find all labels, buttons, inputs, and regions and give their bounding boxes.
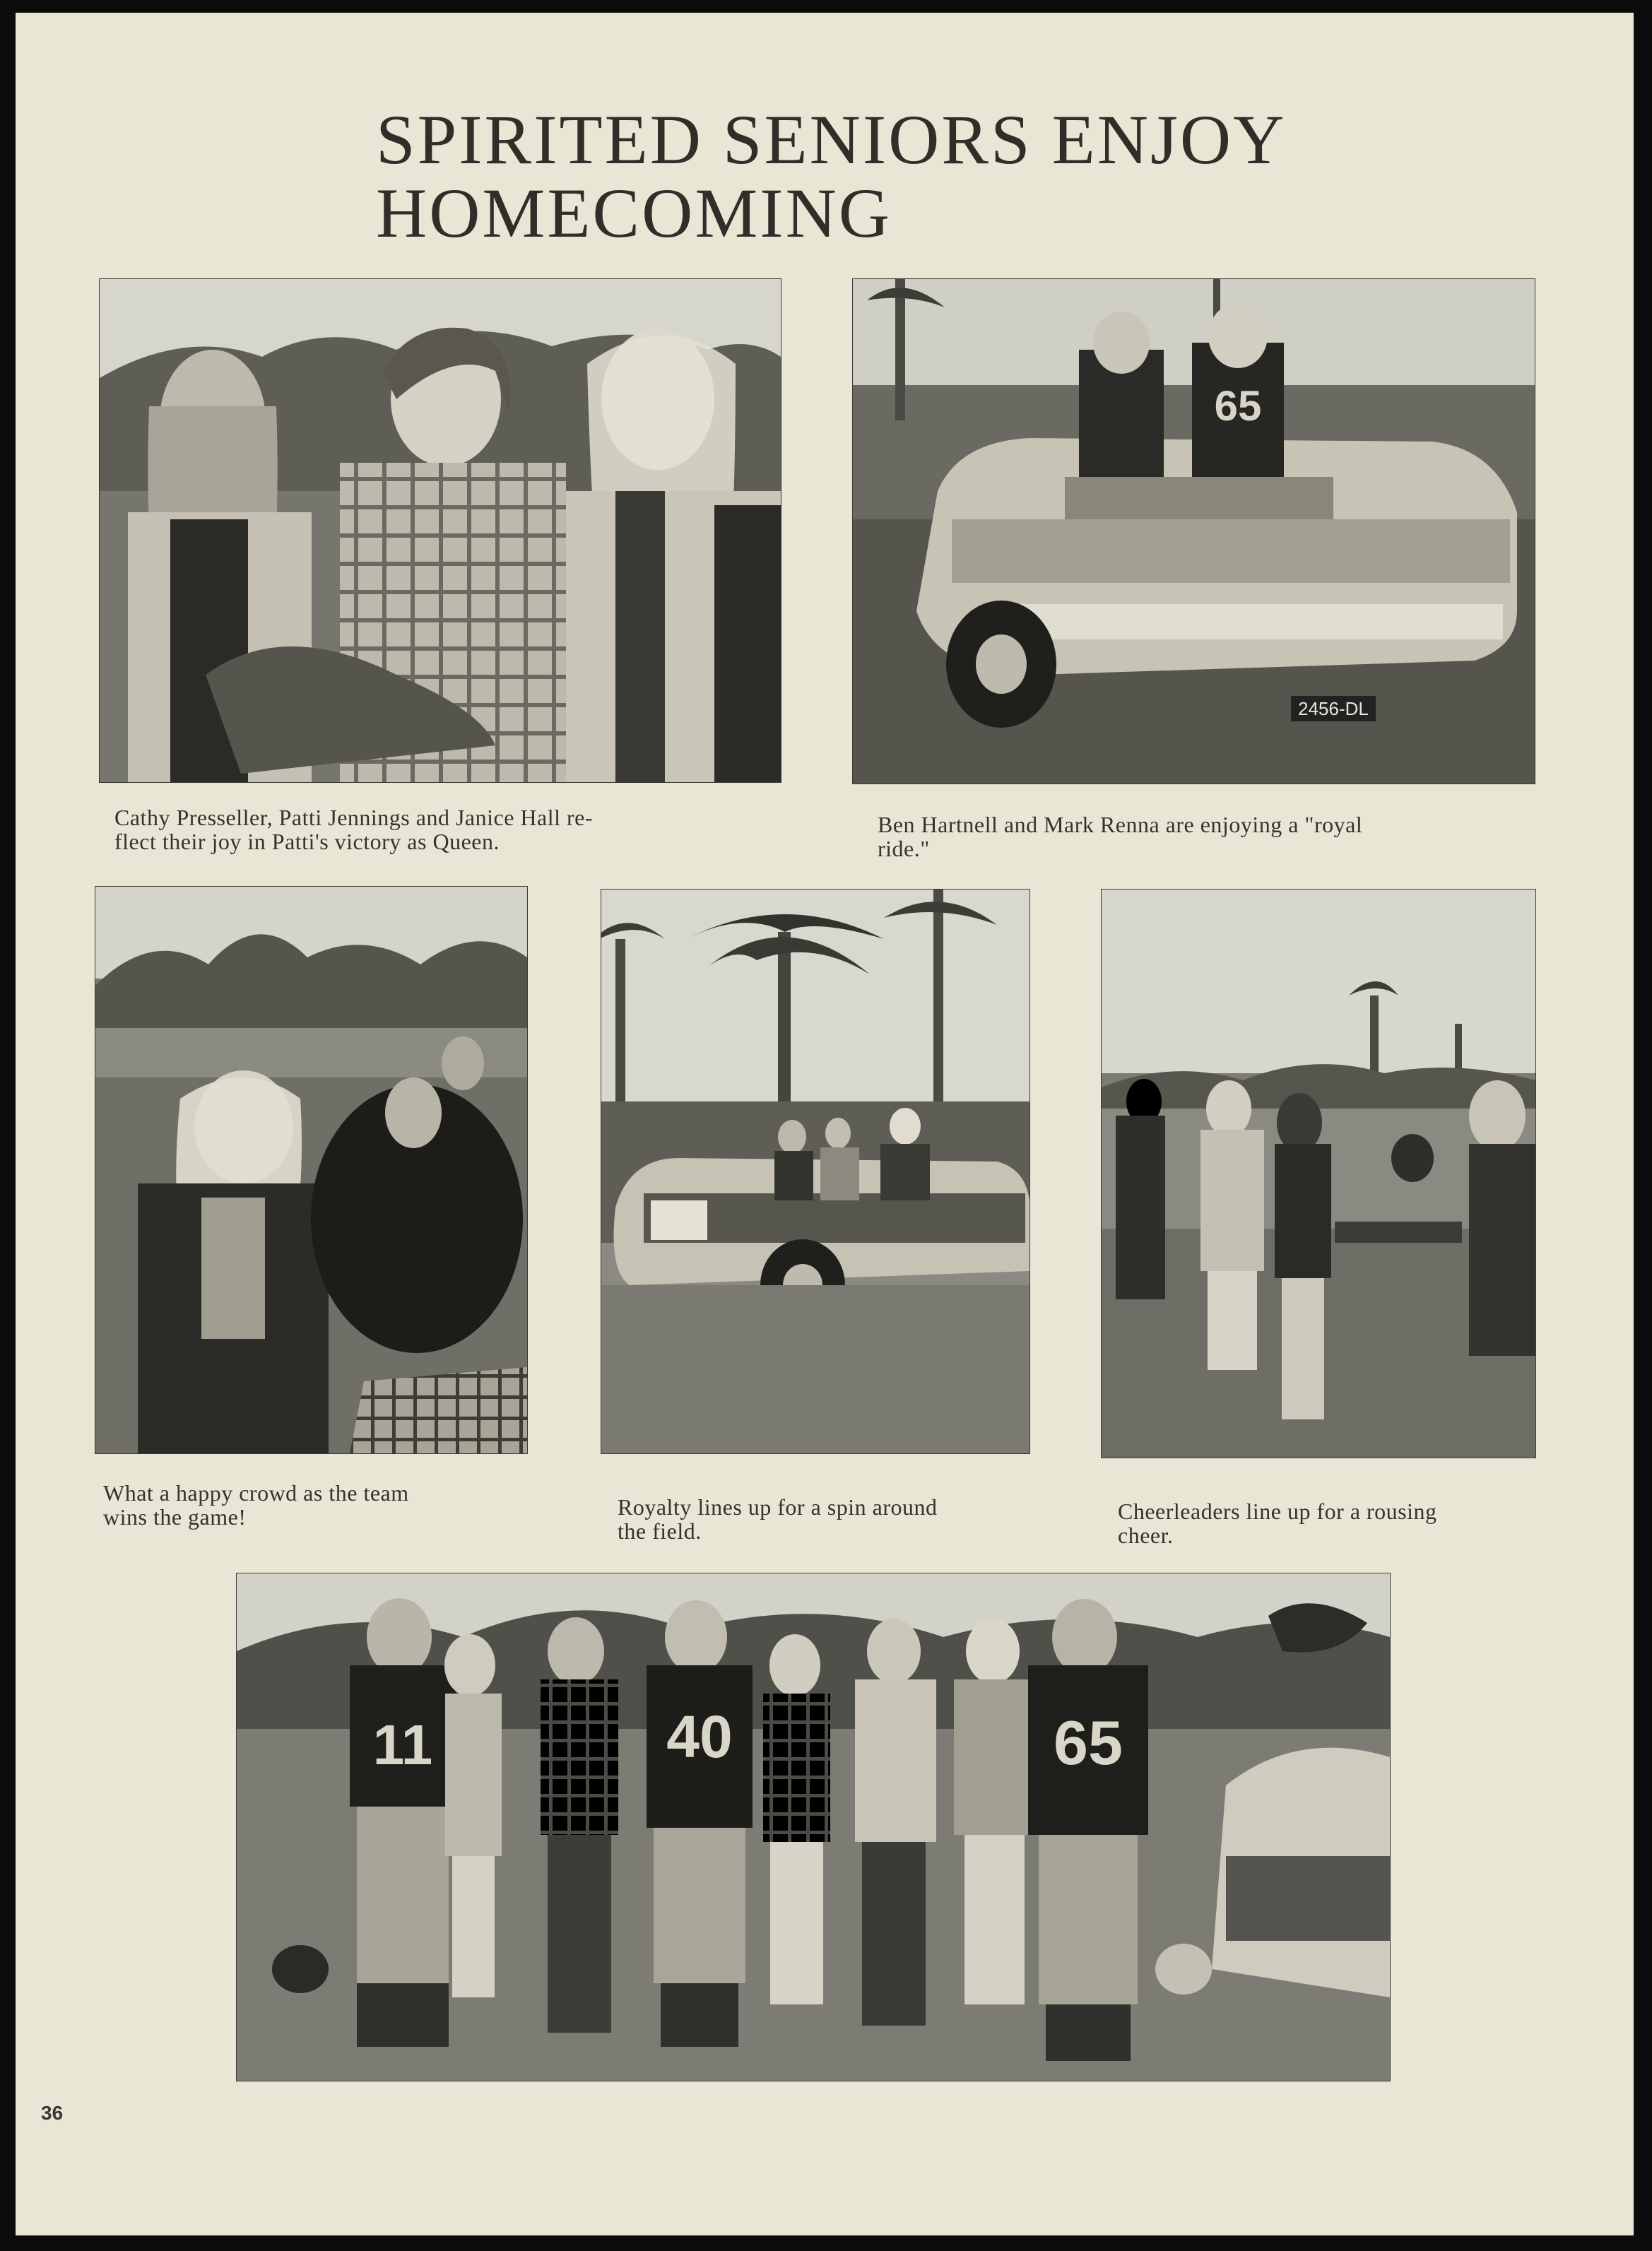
caption-queen-court-line-1: Cathy Presseller, Patti Jennings and Janice Hall re-	[114, 805, 593, 830]
caption-queen-court-line-2: flect their joy in Patti's victory as Queen.	[114, 829, 500, 854]
photo-homecoming-group-image	[237, 1573, 1390, 2081]
license-plate-text: 2456-DL	[1298, 698, 1369, 719]
photo-queen-court-image	[100, 279, 781, 782]
title-line-2: HOMECOMING	[376, 174, 892, 252]
caption-queen-court	[114, 805, 793, 853]
caption-royal-ride-line-1: Ben Hartnell and Mark Renna are enjoying a "royal	[878, 812, 1363, 837]
page-title	[376, 100, 1506, 252]
caption-cheerleaders-line-2: cheer.	[1118, 1523, 1174, 1548]
photo-happy-crowd	[95, 886, 528, 1454]
jersey-40: 40	[666, 1703, 733, 1770]
jersey-65-group: 65	[1054, 1708, 1123, 1778]
photo-royalty-lineup	[601, 889, 1030, 1454]
caption-royal-ride	[878, 813, 1556, 861]
photo-royalty-lineup-image	[601, 890, 1029, 1453]
page-number: 36	[41, 2102, 64, 2124]
caption-happy-crowd	[103, 1481, 541, 1529]
photo-queen-court	[99, 278, 781, 783]
jersey-65-truck: 65	[1214, 382, 1262, 430]
caption-royalty-lineup-line-2: the field.	[618, 1518, 702, 1544]
caption-royalty-lineup	[618, 1495, 1042, 1543]
photo-cheerleaders	[1101, 889, 1536, 1458]
caption-happy-crowd-line-2: wins the game!	[103, 1504, 247, 1530]
photo-happy-crowd-image	[95, 887, 527, 1453]
photo-cheerleaders-image	[1102, 890, 1535, 1458]
yearbook-page	[16, 13, 1634, 2235]
jersey-11: 11	[372, 1713, 433, 1776]
caption-cheerleaders-line-1: Cheerleaders line up for a rousing	[1118, 1499, 1437, 1524]
photo-royal-ride-image	[853, 279, 1535, 784]
photo-royal-ride	[852, 278, 1535, 784]
photo-homecoming-group	[236, 1573, 1391, 2081]
caption-cheerleaders	[1118, 1499, 1556, 1547]
caption-royal-ride-line-2: ride."	[878, 836, 930, 861]
caption-happy-crowd-line-1: What a happy crowd as the team	[103, 1480, 409, 1506]
title-line-1: SPIRITED SENIORS ENJOY	[376, 100, 1287, 179]
caption-royalty-lineup-line-1: Royalty lines up for a spin around	[618, 1494, 938, 1520]
